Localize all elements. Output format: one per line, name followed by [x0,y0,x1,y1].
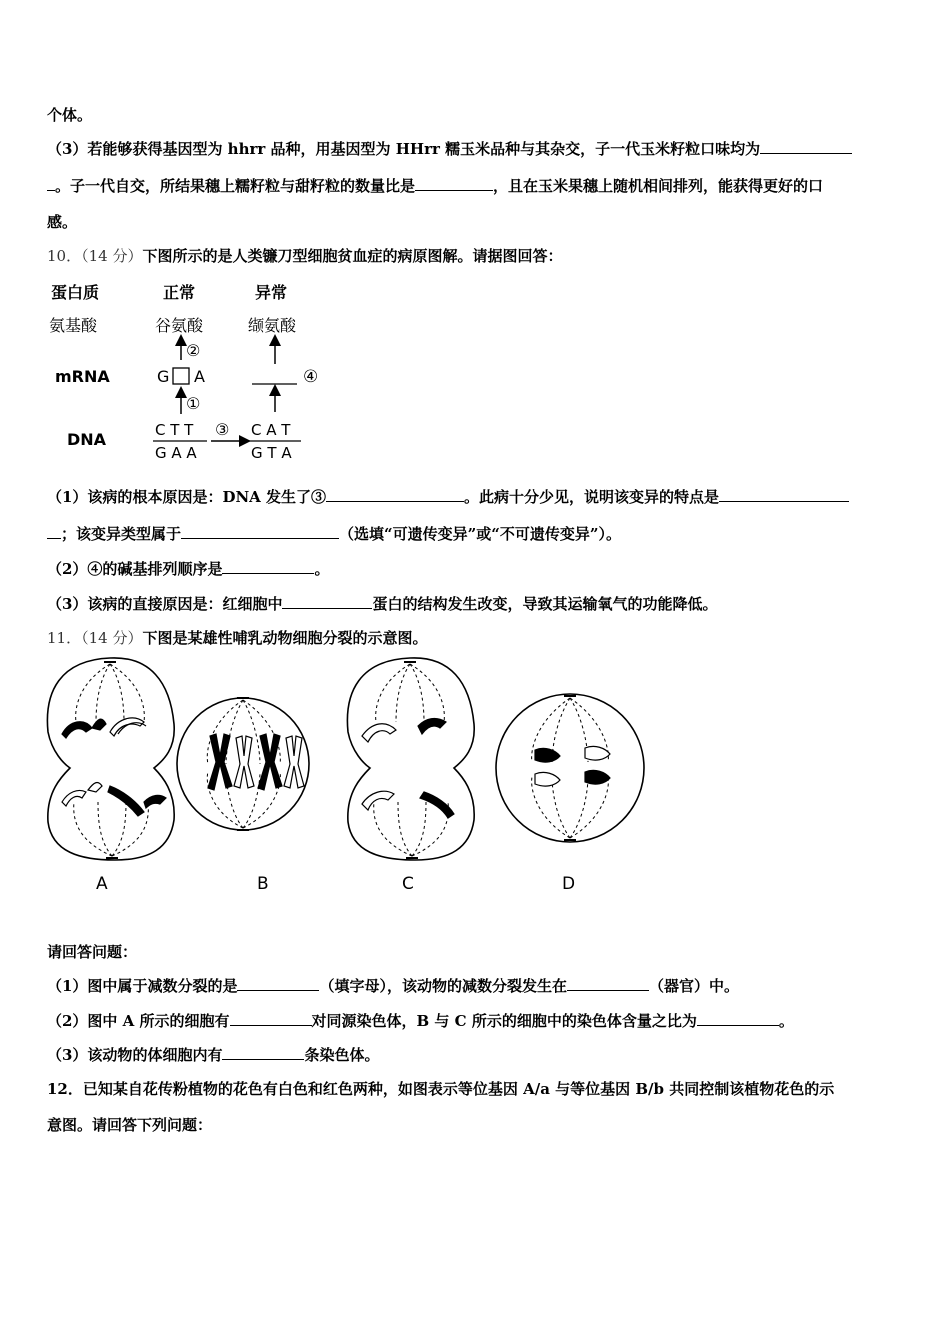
q10-answer-blank-5[interactable] [282,594,372,609]
cell-label-d: D [562,874,576,894]
q10-answer-blank-2[interactable] [719,487,849,502]
q9-answer-blank-1[interactable] [760,139,852,154]
dna-normal-top: C T T [155,421,194,439]
q11-number: 11． [47,629,82,647]
aa-abnormal: 缬氨酸 [248,316,297,335]
mrna-right-base: A [194,367,205,386]
q10-part3 [47,593,717,614]
q11-part3 [47,1044,379,1065]
mrna-left-base: G [157,367,170,386]
q11-prompt: 请回答问题： [47,943,138,961]
q11-part3-text-a: （3）该动物的体细胞内有 [47,1046,223,1064]
q10-part2-text-b: 。 [314,560,330,578]
cell-label-a: A [96,874,108,894]
q11-part2-text-a: （2）图中 A 所示的细胞有 [47,1012,230,1030]
q9-part3-line3: 感。 [47,213,78,231]
q10-stem [47,245,562,266]
q10-answer-blank-2-cont[interactable] [47,524,61,539]
q9-part3-text-c: ，且在玉米果穗上随机相间排列，能获得更好的口 [493,177,824,195]
cell-label-b: B [257,874,269,894]
cell-c-membrane [347,658,474,860]
label-1: ① [186,394,201,413]
label-2: ② [186,341,201,360]
q10-part3-text-a: （3）该病的直接原因是：红细胞中 [47,595,283,613]
cell-label-c: C [402,874,414,894]
q12-line1: 12．已知某自花传粉植物的花色有白色和红色两种，如图表示等位基因 A/a 与等位基因 B/b 共同控制该植物花色的示 [47,1080,835,1098]
q11-part3-text-b: 条染色体。 [304,1046,380,1064]
row-dna-label: DNA [67,430,107,449]
q11-answer-blank-4[interactable] [697,1011,779,1026]
q9-part3-line1 [47,138,852,159]
q10-answer-blank-3[interactable] [181,524,339,539]
dna-abnormal-bottom: G T A [251,444,292,462]
dna-abnormal-top: C A T [251,421,291,439]
q10-part1-text-c: ；该变异类型属于 [61,525,182,543]
q11-answer-blank-1[interactable] [237,976,319,991]
q10-part2 [47,558,329,579]
cell-a-membrane [47,658,174,860]
cell-division-figure [40,652,660,867]
q11-points: （14 分） [81,629,143,647]
label-4: ④ [303,367,319,387]
q11-answer-blank-2[interactable] [567,976,649,991]
q10-points: （14 分） [81,247,143,265]
q9-tail: 个体。 [47,106,93,124]
q11-part2 [47,1010,794,1031]
mrna-unknown-box [173,368,189,384]
q11-stem [47,627,427,648]
dna-normal-bottom: G A A [155,444,197,462]
cell-d-membrane [496,694,644,842]
q10-part2-text-a: （2）④的碱基排列顺序是 [47,560,223,578]
q10-part1-line2 [47,523,621,544]
col-normal-label: 正常 [163,283,196,302]
q9-part3-text-b: 。子一代自交，所结果穗上糯籽粒与甜籽粒的数量比是 [55,177,416,195]
q11-part2-text-b: 对同源染色体，B 与 C 所示的细胞中的染色体含量之比为 [311,1012,697,1030]
q11-answer-blank-5[interactable] [222,1045,304,1060]
q10-part1-text-b: 。此病十分少见，说明该变异的特点是 [464,488,720,506]
row-mrna-label: mRNA [55,367,110,386]
aa-normal: 谷氨酸 [155,316,204,335]
q10-stem-text: 下图所示的是人类镰刀型细胞贫血症的病原图解。请据图回答： [142,247,563,265]
q10-part1-text-a: （1）该病的根本原因是：DNA 发生了③ [47,488,327,506]
q10-part3-text-b: 蛋白的结构发生改变，导致其运输氧气的功能降低。 [372,595,718,613]
q9-part3-line2 [47,175,823,196]
q9-answer-blank-2[interactable] [415,176,493,191]
q9-answer-blank-1-cont[interactable] [47,176,55,191]
q10-number: 10． [47,247,82,265]
q12-line2: 意图。请回答下列问题： [47,1116,213,1134]
q9-part3-text-a: （3）若能够获得基因型为 hhrr 品种，用基因型为 HHrr 糯玉米品种与其杂交，子一代玉米籽粒口味均为 [47,140,761,158]
label-3: ③ [215,420,230,439]
q10-part1-text-d: （选填“可遗传变异”或“不可遗传变异”）。 [339,525,622,543]
q11-stem-text: 下图是某雄性哺乳动物细胞分裂的示意图。 [142,629,428,647]
q10-part1-line1 [47,486,849,507]
sickle-cell-diagram [45,278,345,468]
col-abnormal-label: 异常 [255,283,288,302]
q11-part2-text-c: 。 [778,1012,794,1030]
q10-answer-blank-4[interactable] [222,559,314,574]
q10-answer-blank-1[interactable] [326,487,464,502]
q11-part1-text-a: （1）图中属于减数分裂的是 [47,977,238,995]
q11-answer-blank-3[interactable] [230,1011,312,1026]
row-amino-acid-label: 氨基酸 [49,316,98,335]
q11-part1-text-b: （填字母），该动物的减数分裂发生在 [319,977,567,995]
q11-part1 [47,975,739,996]
q11-part1-text-c: （器官）中。 [648,977,739,995]
col-protein-label: 蛋白质 [51,283,100,302]
